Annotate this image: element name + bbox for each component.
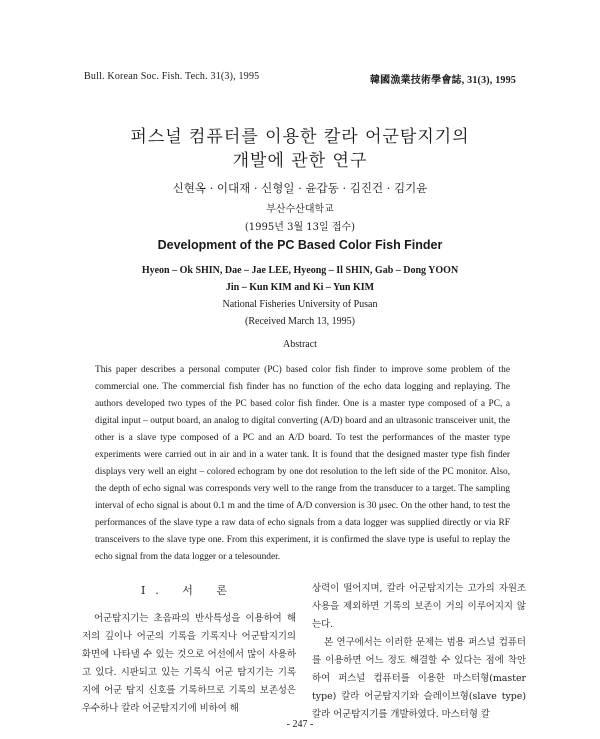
page-number: - 247 -: [286, 719, 314, 730]
left-column-paragraph: 어군탐지기는 초음파의 반사특성을 이용하여 해저의 깊이나 어군의 기록을 기록지나 어군탐지기의 화면에 나타낼 수 있는 것으로 어선에서 많이 사용하고 있다. 시판되고 있는 기록식 어군 탐지기는 기록지에 어군 탐지 신호를 기록하므로 기록의 보존성은 우수하나 칼라 어군탐지기에 비하여 해: [82, 613, 296, 714]
abstract-text: This paper describes a personal computer (PC) based color fish finder to improve some problem of the commercial one. The commercial fish finder has no function of the echo data logging and replaying. The authors developed two types of the PC based color fish finder. One is a master type composed of a PC, a digital input – output board, an analog to digital converting (A/D) board and an ultrasonic transceiver unit, the other is a slave type composed of a PC and an A/D board. To test the performances of the master type experiments were carried out in air and in a water tank. It is found that the designed master type fish finder displays very well an eight – colored echogram by one dot resolution to the left side of the PC monitor. Also, the depth of echo signal was corresponds very well to the range from the transducer to a target. The sampling interval of echo signal is about 0.1 m and the time of A/D conversion is 30 μsec. On the other hand, to test the performances of the slave type a raw data of echo signals from a data logger was supplied directly or via RF transceivers to the slave type one. From this experiment, it is confirmed the slave type is useful to replay the echo signal from the data logger or a telesounder.: [95, 365, 510, 562]
korean-authors: 신현옥 · 이대재 · 신형일 · 윤갑동 · 김진건 · 김기윤: [172, 181, 428, 195]
section-heading-introduction: Ⅰ. 서 론: [140, 584, 238, 597]
korean-received-date: (1995년 3월 13일 접수): [244, 222, 356, 233]
korean-title-line2: 개발에 관한 연구: [232, 151, 368, 171]
body-left-column: [82, 582, 296, 718]
korean-title-line1: 퍼스널 컴퓨터를 이용한 칼라 어군탐지기의: [130, 127, 470, 147]
korean-affiliation: 부산수산대학교: [266, 204, 334, 215]
body-right-column: [312, 580, 526, 724]
right-column-paragraph-1: 상력이 떨어지며, 칼라 어군탐지기는 고가의 자원조사용을 제외하면 기록의 보존이 거의 이루어지지 않는다.: [312, 583, 526, 630]
english-received-date: (Received March 13, 1995): [245, 316, 355, 327]
english-authors-line1: Hyeon – Ok SHIN, Dae – Jae LEE, Hyeong – Il SHIN, Gab – Dong YOON: [141, 265, 459, 276]
english-affiliation: National Fisheries University of Pusan: [222, 299, 378, 310]
english-authors-line2: Jin – Kun KIM and Ki – Yun KIM: [225, 282, 375, 293]
english-title: Development of the PC Based Color Fish Finder: [157, 238, 443, 252]
journal-header-english: Bull. Korean Soc. Fish. Tech. 31(3), 1995: [84, 71, 260, 82]
abstract-heading: Abstract: [283, 339, 317, 350]
right-column-paragraph-2: 본 연구에서는 이러한 문제는 범용 퍼스널 컴퓨터를 이용하면 어느 정도 해결할 수 있다는 점에 착안하여 퍼스널 컴퓨터를 이용한 마스터형(master type) 칼라 어군탐지기와 슬레이브형(slave type) 칼라 어군탐지기를 개발하였다. 마스터형 칼: [312, 637, 526, 720]
journal-header-korean: 韓國漁業技術學會誌, 31(3), 1995: [369, 75, 516, 86]
